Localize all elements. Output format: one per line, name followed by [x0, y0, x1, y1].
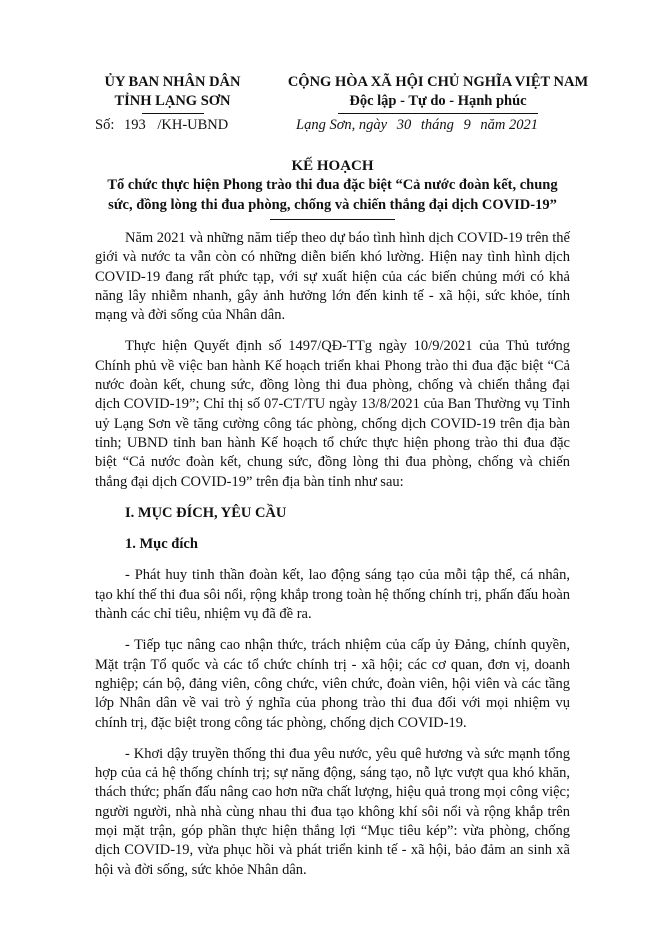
doc-number-value: 193 — [123, 117, 146, 133]
document-number — [95, 117, 228, 134]
section-heading: I. MỤC ĐÍCH, YÊU CẦU — [125, 504, 287, 521]
country-name: CỘNG HÒA XÃ HỘI CHỦ NGHĨA VIỆT NAM — [287, 74, 589, 90]
doc-number-label: Số: — [95, 117, 115, 133]
title-underline — [270, 219, 395, 220]
purpose-item-1: - Phát huy tinh thần đoàn kết, lao động sáng tạo của mỗi tập thể, cá nhân, tạo khí thế thi đua sôi nổi, rộng khắp trong toàn hệ thống chính trị, phấn đấu hoàn thành các chỉ tiêu, nhiệm vụ đã đề ra. — [95, 567, 570, 623]
document-title — [95, 157, 570, 220]
doc-number-suffix: /KH-UBND — [157, 117, 229, 133]
motto: Độc lập - Tự do - Hạnh phúc — [349, 93, 527, 109]
subsection-heading: 1. Mục đích — [125, 536, 198, 553]
purpose-item-2: - Tiếp tục nâng cao nhận thức, trách nhiệm của cấp ủy Đảng, chính quyền, Mặt trận Tổ quốc và các tổ chức chính trị - xã hội; các cơ quan, đơn vị, doanh nghiệp; cán bộ, đảng viên, công chức, viên chức, đoàn viên, hội viên và các tầng lớp Nhân dân về vai trò ý nghĩa của phong trào thi đua đối với mọi nhiệm vụ chính trị, đặc biệt trong công tác phòng, chống dịch COVID-19. — [95, 637, 570, 731]
issuing-authority — [95, 73, 250, 114]
national-motto — [258, 73, 618, 114]
purpose-item-3: - Khơi dậy truyền thống thi đua yêu nước, yêu quê hương và sức mạnh tổng hợp của cả hệ thống chính trị; sự năng động, sáng tạo, nỗ lực vượt qua khó khăn, thách thức; phấn đấu nâng cao hơn nữa chất lượng, hiệu quả trong mọi công việc; người người, nhà nhà cùng nhau thi đua tạo không khí sôi nổi và rộng khắp trên mọi mặt trận, góp phần thực hiện thắng lợi “Mục tiêu kép”: vừa phòng, chống dịch COVID-19, vừa phục hồi và phát triển kinh tế - xã hội, bảo đảm an sinh xã hội và đời sống, sức khỏe Nhân dân. — [95, 745, 570, 878]
authority-underline — [142, 113, 204, 114]
date-place: Lạng Sơn, ngày — [296, 117, 388, 133]
document-body — [95, 229, 570, 892]
paragraph-context: Năm 2021 và những năm tiếp theo dự báo tình hình dịch COVID-19 trên thế giới và nước ta vẫn còn có những diễn biến khó lường. Hiện nay tình hình dịch COVID-19 đang rất phức tạp, với sự xuất hiện của các biến chủng mới có khả năng lây nhiễm nhanh, gây ảnh hưởng lớn đến kinh tế - xã hội, sức khỏe, tính mạng và đời sống của Nhân dân. — [95, 230, 570, 324]
title-heading: KẾ HOẠCH — [291, 158, 374, 174]
date-day: 30 — [396, 117, 412, 133]
date-month: 9 — [463, 117, 471, 133]
date-month-label: tháng — [420, 117, 454, 133]
date-line — [296, 117, 538, 134]
motto-underline — [338, 113, 538, 114]
title-subject: Tổ chức thực hiện Phong trào thi đua đặc biệt “Cả nước đoàn kết, chung sức, đồng lòng thi đua phòng, chống và chiến thắng đại dịch COVID-19” — [107, 177, 558, 213]
authority-line-1: ỦY BAN NHÂN DÂN — [104, 74, 241, 90]
date-year: năm 2021 — [480, 117, 539, 133]
paragraph-legal-basis: Thực hiện Quyết định số 1497/QĐ-TTg ngày 10/9/2021 của Thủ tướng Chính phủ về việc ban hành Kế hoạch triển khai Phong trào thi đua đặc biệt “Cả nước đoàn kết, chung sức, đồng lòng thi đua phòng, chống và chiến thắng đại dịch COVID-19”; Chỉ thị số 07-CT/TU ngày 13/8/2021 của Ban Thường vụ Tỉnh uỷ Lạng Sơn về tăng cường công tác phòng, chống dịch COVID-19 trên địa bàn tỉnh; UBND tỉnh ban hành Kế hoạch tổ chức thực hiện phong trào thi đua đặc biệt “Cả nước đoàn kết, chung sức, đồng lòng thi đua phòng, chống và chiến thắng đại dịch COVID-19” trên địa bàn tỉnh như sau: — [95, 338, 570, 490]
authority-line-2: TỈNH LẠNG SƠN — [114, 93, 231, 109]
